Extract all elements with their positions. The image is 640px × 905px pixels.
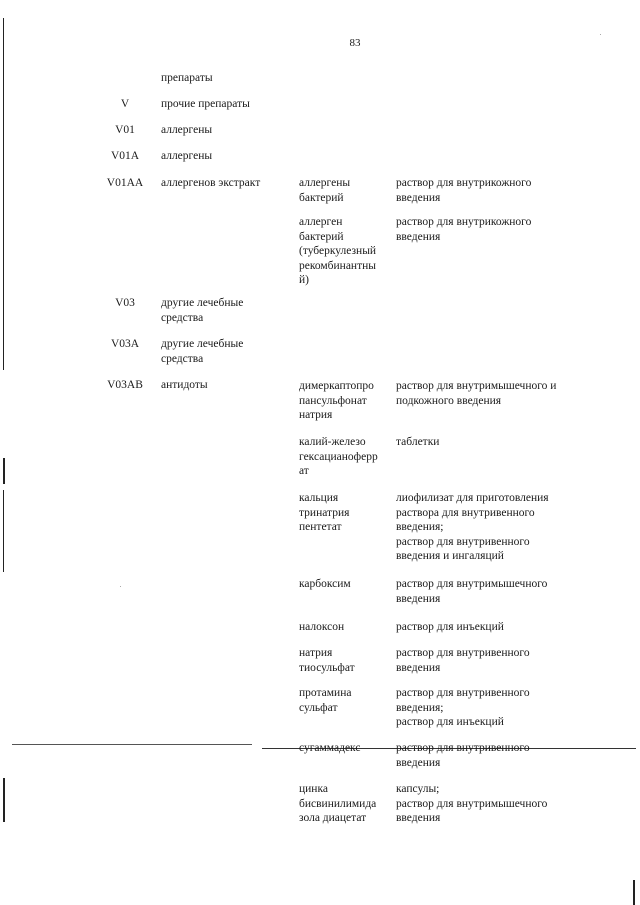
- drug-inn: протамина сульфат: [299, 687, 352, 714]
- drug-form: лиофилизат для приготовления раствора для внутривенного введения; раствор для внутривенного введения и ингаляций: [396, 492, 549, 562]
- atc-code: V03AB: [107, 379, 143, 391]
- drug-form: раствор для внутривенного введения: [396, 742, 530, 769]
- scan-speck: [120, 586, 121, 587]
- drug-inn: налоксон: [299, 621, 345, 633]
- drug-inn: цинка бисвинилимида зола диацетат: [299, 783, 377, 824]
- group-name: прочие препараты: [161, 98, 250, 110]
- drug-form: таблетки: [396, 436, 440, 448]
- group-name: антидоты: [161, 379, 208, 391]
- group-name: другие лечебные средства: [161, 338, 244, 365]
- scan-edge-mark: [3, 778, 5, 822]
- drug-inn: аллерген бактерий (туберкулезный рекомбинантны й): [299, 216, 377, 286]
- drug-inn: кальция тринатрия пентетат: [299, 492, 350, 533]
- drug-form: раствор для внутримышечного введения: [396, 578, 548, 605]
- drug-inn: натрия тиосульфат: [299, 647, 355, 674]
- drug-inn: сугаммадекс: [299, 742, 361, 754]
- drug-inn: калий-железо гексацианоферр ат: [299, 436, 378, 477]
- drug-inn: карбоксим: [299, 578, 351, 590]
- drug-form: раствор для внутривенного введения: [396, 647, 530, 674]
- drug-form: раствор для внутрикожного введения: [396, 216, 532, 243]
- drug-form: капсулы; раствор для внутримышечного введения: [396, 783, 548, 824]
- group-name: аллергенов экстракт: [161, 177, 261, 189]
- atc-code: V: [120, 98, 130, 110]
- scan-edge-mark: [3, 490, 4, 572]
- drug-form: раствор для внутрикожного введения: [396, 177, 532, 204]
- atc-code: V03: [115, 297, 135, 309]
- scan-edge-mark: [3, 458, 5, 484]
- page-number: 83: [349, 37, 361, 49]
- atc-code: V01AA: [106, 177, 144, 189]
- drug-form: раствор для внутривенного введения; раствор для инъекций: [396, 687, 530, 728]
- group-name: препараты: [161, 72, 213, 84]
- drug-inn: аллергены бактерий: [299, 177, 351, 204]
- scan-line-left: [12, 744, 252, 745]
- atc-code: V01A: [110, 150, 140, 162]
- group-name: аллергены: [161, 124, 213, 136]
- drug-form: раствор для инъекций: [396, 621, 504, 633]
- scan-edge-mark: [633, 880, 635, 905]
- scan-edge-line: [3, 18, 4, 370]
- atc-code: V01: [115, 124, 135, 136]
- scan-speck: [600, 34, 601, 35]
- atc-code: V03A: [110, 338, 140, 350]
- group-name: аллергены: [161, 150, 213, 162]
- group-name: другие лечебные средства: [161, 297, 244, 324]
- drug-form: раствор для внутримышечного и подкожного введения: [396, 380, 557, 407]
- drug-inn: димеркаптопро пансульфонат натрия: [299, 380, 374, 421]
